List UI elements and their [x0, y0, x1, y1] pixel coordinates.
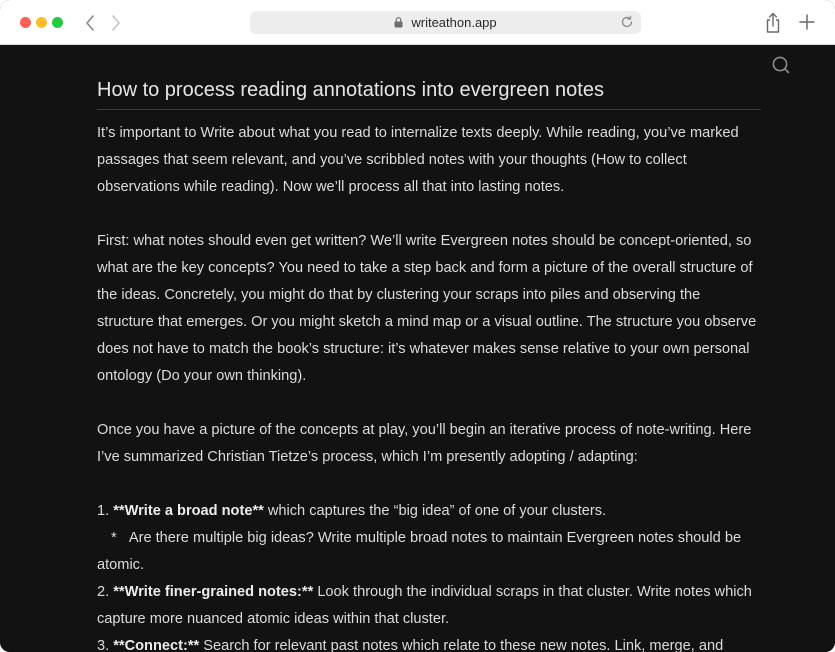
- reload-icon[interactable]: [620, 15, 634, 29]
- chevron-right-icon: [111, 15, 121, 31]
- note-title: How to process reading annotations into evergreen notes: [97, 75, 761, 110]
- list-number: 2.: [97, 584, 110, 600]
- address-bar[interactable]: [250, 11, 641, 34]
- list-item-text: Are there multiple big ideas? Write multiple broad notes to maintain Evergreen notes should be atomic.: [97, 530, 742, 573]
- note-paragraph: First: what notes should even get written? We’ll write Evergreen notes should be concept-oriented, so what are the key concepts? You need to take a step back and form a picture of the overall structure of the ideas. Concretely, you might do that by clustering your scraps into piles and observing the structure that emerges. Or you might sketch a mind map or a visual outline. The structure you observe does not have to match the book’s structure: it’s whatever makes sense relative to your own personal ontology (Do your own thinking).: [97, 233, 757, 384]
- note-paragraph: Once you have a picture of the concepts at play, you’ll begin an iterative process of note-writing. Here I’ve summarized Christian Tietze’s process, which I’m presently adopting / adapting:: [97, 422, 752, 465]
- url-text: writeathon.app: [411, 15, 497, 30]
- list-number: 3.: [97, 638, 110, 652]
- list-item-text: which captures the “big idea” of one of your clusters.: [263, 503, 607, 519]
- share-icon[interactable]: [764, 12, 782, 34]
- close-window-button[interactable]: [20, 17, 31, 28]
- note-article: [97, 75, 761, 652]
- list-item: [97, 525, 761, 579]
- list-item-bold: **Write a broad note**: [113, 503, 264, 519]
- lock-icon: [394, 17, 403, 28]
- browser-toolbar: [0, 0, 835, 45]
- note-paragraph: It’s important to Write about what you read to internalize texts deeply. While reading, you’ve marked passages that seem relevant, and you’ve scribbled notes with your thoughts (How to collect observations while reading). Now we’ll process all that into lasting notes.: [97, 125, 739, 195]
- list-number: 1.: [97, 503, 110, 519]
- list-item: [97, 633, 761, 652]
- list-item-text: Search for relevant past notes which relate to these new notes. Link, merge, and: [199, 638, 724, 652]
- list-item-bold: **Write finer-grained notes:**: [113, 584, 314, 600]
- zoom-window-button[interactable]: [52, 17, 63, 28]
- chevron-left-icon: [85, 15, 95, 31]
- list-item-bold: **Connect:**: [113, 638, 200, 652]
- list-item: [97, 579, 761, 633]
- list-item-text: Look through the individual scraps in that cluster. Write notes which capture more nuanced atomic ideas within that cluster.: [97, 584, 752, 627]
- back-button[interactable]: [80, 12, 100, 34]
- list-bullet: *: [111, 530, 117, 546]
- list-item: [97, 498, 761, 525]
- page-content: [0, 45, 835, 652]
- minimize-window-button[interactable]: [36, 17, 47, 28]
- new-tab-icon[interactable]: [798, 13, 816, 31]
- forward-button[interactable]: [106, 12, 126, 34]
- search-icon[interactable]: [771, 55, 791, 75]
